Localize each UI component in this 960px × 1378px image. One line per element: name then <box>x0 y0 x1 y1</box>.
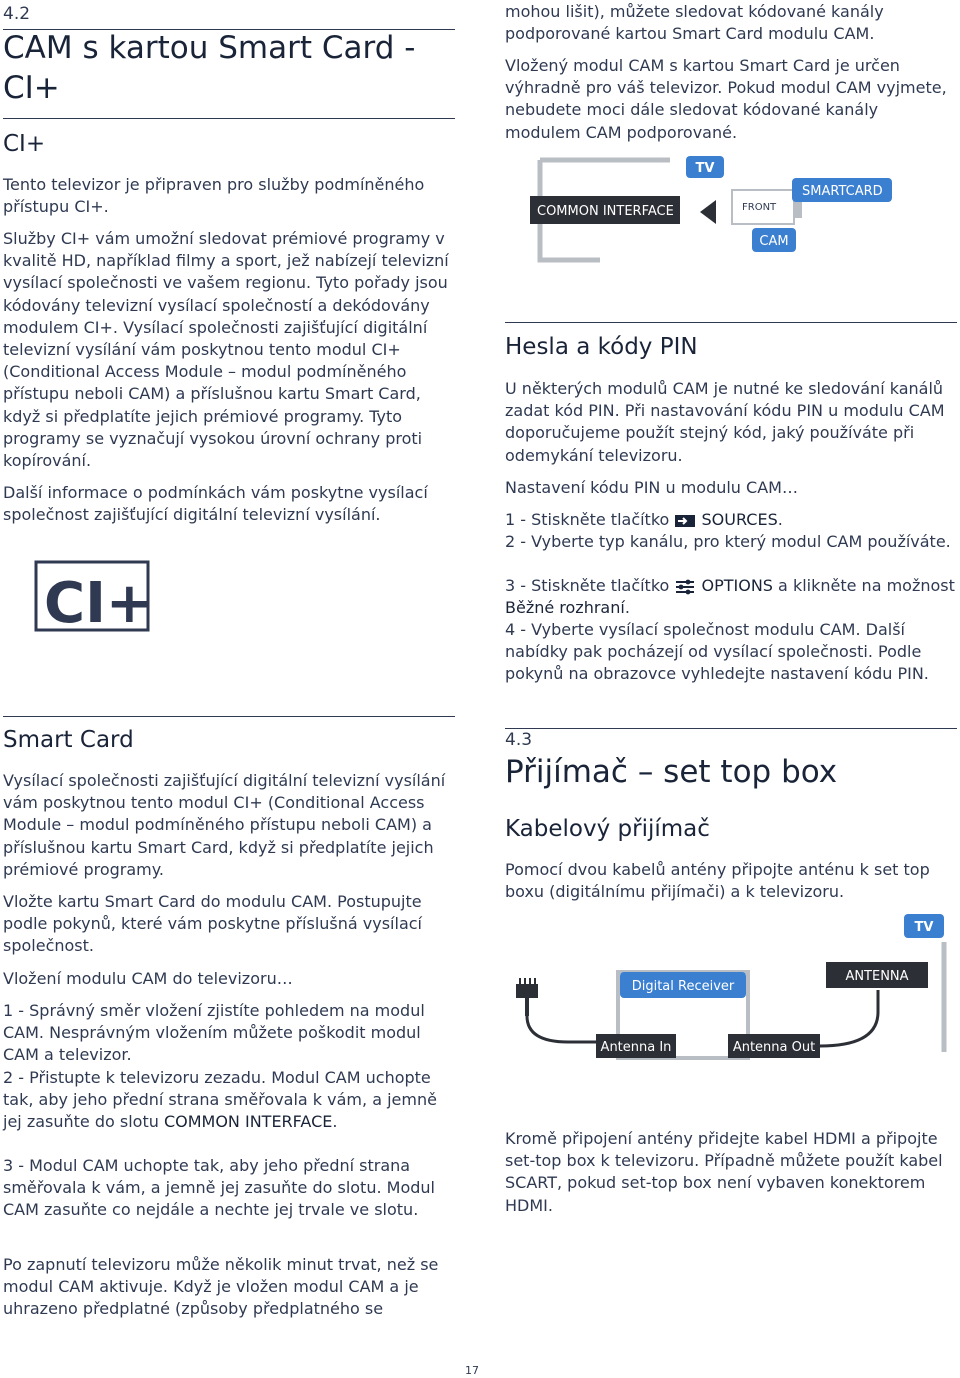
cont-paragraph-1: mohou lišit), můžete sledovat kódované kanály podporované kartou Smart Card modulu CAM. <box>505 2 884 44</box>
pin-step-2: 2 - Vyberte typ kanálu, pro který modul CAM používáte. <box>505 532 951 551</box>
insert-step-1: 1 - Správný směr vložení zjistíte pohledem na modul CAM. Nesprávným vložením můžete poškodit modul CAM a televizor. <box>3 1001 425 1065</box>
pin-paragraph-1: U některých modulů CAM je nutné ke sledování kanálů zadat kód PIN. Při nastavování kódu PIN u modulu CAM doporučujeme použít stejný kód, jaký používáte při odemykání televizoru. <box>505 379 945 465</box>
insert-step-3: 3 - Modul CAM uchopte tak, aby jeho přední strana směřovala k vám, a jemně jej zasuňte do slotu. Modul CAM zasuňte co nejdále a nechte jej trvale ve slotu. <box>3 1156 435 1220</box>
cam-front-label: FRONT <box>742 202 777 213</box>
smart-rule <box>3 716 455 717</box>
pin-step-3-text: 3 - Stiskněte tlačítko <box>505 576 670 595</box>
insert-arrow-icon <box>700 200 716 224</box>
cable-paragraph-2: Kromě připojení antény přidejte kabel HDMI a připojte set-top box k televizoru. Případně můžete použít kabel SCART, pokud set-top box není vybaven konektorem HDMI. <box>505 1129 943 1215</box>
ci-paragraph-1: Tento televizor je připraven pro služby podmíněného přístupu CI+. <box>3 175 425 217</box>
sources-key-label: SOURCES <box>701 510 778 529</box>
pin-heading: Hesla a kódy PIN <box>505 334 698 360</box>
option-common-interface: Běžné rozhraní <box>505 598 625 618</box>
smart-paragraph-1: Vysílací společnosti zajišťující digitální televizní vysílání vám poskytnou tento modul CI+ (Conditional Access Module – modul podmíněného přístupu neboli CAM) a příslušnou kartu Smart Card, když si předplatíte jejich prémiové programy. <box>3 771 446 879</box>
cont-paragraph-2: Vložený modul CAM s kartou Smart Card je určen výhradně pro váš televizor. Pokud modul CAM vyjmete, nebudete moci dále sledovat kódované kanály modulem CAM podporované. <box>505 56 947 142</box>
receiver-title: Přijímač – set top box <box>505 754 838 790</box>
smart-card-heading: Smart Card <box>3 727 134 753</box>
smart-paragraph-2: Vložte kartu Smart Card do modulu CAM. Postupujte podle pokynů, které vám poskytne příslušná vysílací společnost. <box>3 892 422 956</box>
pin-step-1-end: . <box>777 510 783 529</box>
pin-step-3-end: . <box>624 598 630 618</box>
common-interface-label: COMMON INTERFACE <box>537 204 674 219</box>
page-title <box>3 28 415 108</box>
tv-badge-2-label: TV <box>914 920 934 935</box>
after-insert-paragraph: Po zapnutí televizoru může několik minut trvat, než se modul CAM aktivuje. Když je vložen modul CAM a je uhrazeno předplatné (způsoby předplatného se <box>3 1255 439 1319</box>
page-number: 17 <box>465 1364 479 1377</box>
page-title-line1: CAM s kartou Smart Card - <box>3 30 416 66</box>
slot-name: COMMON INTERFACE <box>163 1112 333 1132</box>
pin-paragraph-2: Nastavení kódu PIN u modulu CAM… <box>505 478 798 497</box>
smartcard-label: SMARTCARD <box>802 184 883 199</box>
cable-wall-to-receiver <box>527 1016 596 1042</box>
ci-rule <box>3 118 455 119</box>
insert-step-2-end: . <box>332 1112 338 1132</box>
options-icon <box>674 579 696 595</box>
antenna-in-label: Antenna In <box>600 1040 672 1055</box>
ci-heading: CI+ <box>3 131 46 157</box>
pin-step-4: 4 - Vyberte vysílací společnost modulu CAM. Další nabídky pak pocházejí od vysílací společnosti. Podle pokynů na obrazovce vyhledejte nastavení kódu PIN. <box>505 620 929 684</box>
cable-paragraph-1: Pomocí dvou kabelů antény připojte anténu k set top boxu (digitálnímu přijímači) a k televizoru. <box>505 860 930 902</box>
page-title-line2: CI+ <box>3 70 60 106</box>
pin-step-3-mid: a klikněte na možnost <box>778 576 955 595</box>
ci-paragraph-3: Další informace o podmínkách vám poskytne vysílací společnost zajišťující digitální televizní vysílání. <box>3 483 428 525</box>
ci-plus-logo <box>34 560 152 634</box>
options-key-label: OPTIONS <box>701 576 773 595</box>
cable-heading: Kabelový přijímač <box>505 816 710 842</box>
digital-receiver-label: Digital Receiver <box>631 979 735 994</box>
insert-step-2 <box>3 1067 455 1134</box>
section-number: 4.2 <box>3 4 31 24</box>
pin-step-1 <box>505 509 957 531</box>
wall-antenna-socket-icon <box>516 978 538 1016</box>
tv-badge-label: TV <box>695 161 715 176</box>
pin-step-1-text: 1 - Stiskněte tlačítko <box>505 510 670 529</box>
ci-paragraph-2: Služby CI+ vám umožní sledovat prémiové programy v kvalitě HD, například filmy a sport, jež nabízejí televizní vysílací společnosti ve vašem regionu. Tyto pořady jsou kódovány televizní vysílací společností a dekódovány modulem CI+. Vysílací společnosti zajišťující digitální televizní vysílání vám poskytnou tento modul CI+ (Conditional Access Module – modul podmíněného přístupu neboli CAM) a příslušnou kartu Smart Card, když si předplatíte jejich prémiové programy. Tyto programy se vyznačují vysokou úrovní ochrany proti kopírování. <box>3 229 449 471</box>
antenna-diagram <box>508 912 958 1062</box>
section-rule-2 <box>505 728 957 729</box>
section-number-2: 4.3 <box>505 730 533 750</box>
cam-label: CAM <box>759 234 789 249</box>
ci-plus-logo-text: CI+ <box>44 571 153 636</box>
sources-icon <box>674 513 696 529</box>
insert-step-2-text: 2 - Přistupte k televizoru zezadu. Modul CAM uchopte tak, aby jeho přední strana směřovala k vám, a jemně jej zasuňte do slotu <box>3 1068 437 1132</box>
smart-paragraph-3: Vložení modulu CAM do televizoru… <box>3 969 293 988</box>
cable-receiver-to-tv <box>820 990 878 1046</box>
pin-step-3 <box>505 575 957 619</box>
pin-rule <box>505 322 957 323</box>
cam-insert-diagram <box>520 152 883 264</box>
antenna-port-label: ANTENNA <box>845 969 909 984</box>
antenna-out-label: Antenna Out <box>732 1040 816 1055</box>
